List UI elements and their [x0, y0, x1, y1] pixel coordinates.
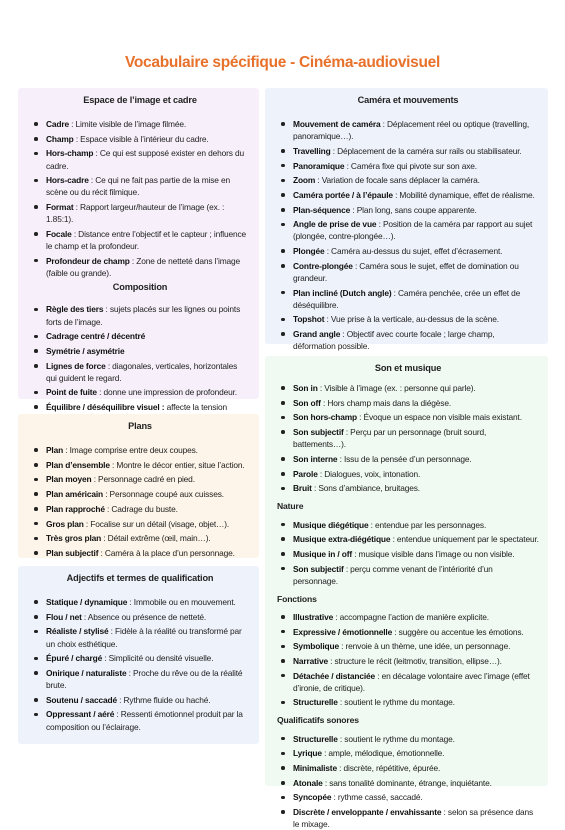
term-list [277, 611, 539, 709]
list-item [277, 328, 539, 352]
definition: : ample, mélodique, émotionnelle. [321, 748, 445, 759]
term: Musique in / off [293, 548, 353, 559]
list-item [277, 397, 539, 409]
term: Caméra portée / à l’épaule [293, 189, 393, 200]
list-item [277, 145, 539, 157]
term: Son off [293, 397, 321, 408]
list-item [30, 147, 250, 171]
list-item [277, 563, 539, 587]
list-item [30, 532, 250, 544]
definition: : rythme cassé, saccadé. [331, 792, 423, 803]
definition: : Dialogues, voix, intonation. [317, 468, 421, 479]
list-item [277, 118, 539, 142]
definition: : selon sa présence dans le mixage. [293, 807, 534, 830]
definition: : Position de la caméra par rapport au sujet (plongée, contre-plongée…). [293, 219, 533, 242]
list-item [30, 255, 250, 279]
term: Soutenu / saccadé [46, 694, 117, 705]
term: Structurelle [293, 733, 338, 744]
term: Plan subjectif [46, 547, 99, 558]
term: Mouvement de caméra [293, 119, 381, 130]
definition: : Plan long, sans coupe apparente. [350, 204, 477, 215]
definition: : Vue prise à la verticale, au-dessus de la scène. [324, 314, 499, 325]
term: Plan moyen [46, 474, 92, 485]
list-item [277, 640, 539, 652]
list-item [30, 625, 250, 649]
definition: : Personnage coupé aux cuisses. [103, 489, 224, 500]
list-item [30, 547, 250, 559]
list-item [277, 533, 539, 545]
term: Point de fuite [46, 387, 97, 398]
term: Hors-champ [46, 148, 94, 159]
list-item [277, 611, 539, 623]
list-item [277, 548, 539, 560]
list-item [277, 762, 539, 774]
list-item [30, 708, 250, 732]
term: Discrète / enveloppante / envahissante [293, 807, 442, 817]
definition: : Zone de netteté dans l’image (faible ou grande). [46, 255, 241, 278]
definition: : Immobile ou en mouvement. [127, 597, 236, 608]
list-item [277, 747, 539, 759]
definition: : Issu de la pensée d’un personnage. [337, 453, 472, 464]
term: Lyrique [293, 748, 322, 759]
term-list [30, 444, 250, 559]
term: Zoom [293, 175, 316, 186]
term: Musique extra-diégétique [293, 534, 391, 545]
term: Son interne [293, 453, 338, 464]
term: Contre-plongée [293, 260, 353, 271]
term: Oppressant / aéré [46, 709, 115, 720]
subsection-heading-qualificatifs: Qualificatifs sonores [277, 715, 359, 726]
section-heading: Adjectifs et termes de qualification [66, 573, 214, 583]
term: Onirique / naturaliste [46, 667, 127, 678]
term: Plan [46, 445, 64, 456]
term: Minimaliste [293, 762, 337, 773]
list-item [30, 228, 250, 252]
list-item [30, 596, 250, 608]
definition: : sans tonalité dominante, étrange, inquiétante. [322, 777, 492, 788]
list-item [30, 444, 250, 456]
definition: : Détail extrême (œil, main…). [101, 533, 211, 544]
definition: : Ce qui ne fait pas partie de la mise en scène ou du récit filmique. [46, 175, 230, 198]
term: Cadre [46, 119, 69, 130]
definition: : Proche du rêve ou de la réalité brute. [46, 667, 243, 691]
term: Parole [293, 468, 318, 479]
definition: : Ce qui est supposé exister en dehors du cadre. [46, 148, 244, 171]
list-item [30, 667, 250, 691]
section-heading: Caméra et mouvements [357, 95, 459, 105]
definition: : Objectif avec courte focale ; large champ, déformation possible. [293, 329, 495, 352]
list-item [30, 459, 250, 471]
list-item [277, 696, 539, 708]
list-item [30, 360, 250, 384]
subsection-heading: Composition [112, 282, 168, 293]
page-title: Vocabulaire spécifique - Cinéma-audiovisuel [125, 54, 440, 71]
list-item [277, 733, 539, 745]
definition: : Cadrage du buste. [104, 503, 178, 514]
term: Plan-séquence [293, 204, 351, 215]
term: Son subjectif [293, 563, 344, 574]
term: Topshot [293, 314, 325, 325]
definition: : Déplacement de la caméra sur rails ou stabilisateur. [330, 145, 522, 156]
definition: : entendue uniquement par le spectateur. [390, 534, 539, 545]
section-heading: Espace de l’image et cadre [83, 95, 197, 105]
definition: : Montre le décor entier, situe l’action. [109, 459, 245, 470]
term-list [277, 519, 539, 587]
list-item [277, 426, 539, 450]
term-list [30, 303, 250, 425]
term-list [277, 118, 539, 367]
definition: : renvoie à un thème, une idée, un personnage. [338, 641, 511, 652]
definition: : Limite visible de l’image filmée. [69, 119, 187, 130]
card-adjectifs-qualification [18, 566, 259, 744]
term: Syncopée [293, 792, 332, 803]
term: Symétrie / asymétrie [46, 345, 125, 356]
term: Cadrage centré / décentré [46, 331, 146, 342]
list-item [277, 626, 539, 638]
list-item [30, 330, 250, 342]
term: Musique diégétique [293, 519, 369, 530]
term: Narrative [293, 655, 328, 666]
list-item [277, 260, 539, 284]
list-item [277, 287, 539, 311]
list-item [277, 777, 539, 789]
definition: : diagonales, verticales, horizontales qui guident le regard. [46, 360, 238, 383]
list-item [277, 411, 539, 423]
term: Gros plan [46, 518, 84, 529]
list-item [277, 453, 539, 465]
list-item [277, 382, 539, 394]
card-plans [18, 414, 259, 558]
list-item [277, 670, 539, 694]
card-espace-image-cadre [18, 88, 259, 413]
term: Son hors-champ [293, 412, 357, 423]
list-item [30, 473, 250, 485]
definition: : donne une impression de profondeur. [96, 387, 237, 398]
definition: : Sons d’ambiance, bruitages. [311, 483, 420, 494]
list-item [30, 133, 250, 145]
subsection-heading-nature: Nature [277, 501, 304, 512]
list-item [30, 694, 250, 706]
list-item [30, 386, 250, 398]
definition: : sujets placés sur les lignes ou points forts de l’image. [46, 304, 241, 327]
definition: : Caméra au-dessus du sujet, effet d’écrasement. [324, 246, 503, 257]
definition: : Absence ou présence de netteté. [81, 611, 207, 622]
subsection-heading-fonctions: Fonctions [277, 593, 317, 604]
list-item [277, 160, 539, 172]
definition: : Mobilité dynamique, effet de réalisme. [392, 189, 535, 200]
definition: : Caméra à la place d’un personnage. [98, 547, 235, 558]
term: Règle des tiers [46, 304, 104, 315]
term: Très gros plan [46, 533, 102, 544]
definition: : Perçu par un personnage (bruit sourd, battements…). [293, 427, 487, 450]
term: Structurelle [293, 697, 338, 708]
list-item [277, 806, 539, 830]
definition: : Distance entre l’objectif et le capteur ; influence le champ et la profondeur. [46, 228, 247, 251]
list-item [30, 303, 250, 327]
definition: : Hors champ mais dans la diégèse. [320, 397, 452, 408]
list-item [30, 652, 250, 664]
term: Plan incliné (Dutch angle) [293, 287, 392, 298]
list-item [30, 518, 250, 530]
term: Réaliste / stylisé [46, 626, 109, 637]
definition: : Déplacement réel ou optique (travelling, panoramique…). [293, 119, 530, 142]
definition: : Espace visible à l’intérieur du cadre. [73, 133, 209, 144]
list-item [277, 189, 539, 201]
card-son-musique [265, 356, 548, 830]
definition: : Visible à l’image (ex. : personne qui parle). [317, 383, 476, 394]
term: Champ [46, 133, 74, 144]
definition: : structure le récit (leitmotiv, transition, ellipse…). [327, 655, 502, 666]
definition: : discrète, répétitive, épurée. [336, 762, 441, 773]
term: Illustrative [293, 611, 334, 622]
definition: : Ressenti émotionnel produit par la composition ou l’éclairage. [46, 709, 243, 732]
list-item [30, 345, 250, 357]
term: Épuré / chargé [46, 653, 103, 664]
term: Format [46, 202, 74, 213]
term: Lignes de force [46, 360, 106, 371]
term: Symbolique [293, 641, 339, 652]
definition: : Caméra penchée, crée un effet de déséquilibre. [293, 287, 521, 310]
list-item [277, 174, 539, 186]
definition: : Personnage cadré en pied. [91, 474, 195, 485]
list-item [277, 519, 539, 531]
term-list [30, 118, 250, 279]
list-item [277, 313, 539, 325]
term: Travelling [293, 145, 331, 156]
term: Expressive / émotionnelle [293, 626, 393, 637]
term: Flou / net [46, 611, 82, 622]
list-item [30, 488, 250, 500]
term: Hors-cadre [46, 175, 89, 186]
term: Plan américain [46, 489, 104, 500]
section-heading: Son et musique [374, 363, 442, 373]
definition: : soutient le rythme du montage. [337, 733, 455, 744]
list-item [277, 245, 539, 257]
definition: : Rythme fluide ou haché. [117, 694, 211, 705]
term: Grand angle [293, 329, 341, 340]
term: Bruit [293, 483, 312, 494]
definition: affecte la tension [166, 402, 228, 413]
definition: : suggère ou accentue les émotions. [392, 626, 524, 637]
term: Plongée [293, 246, 325, 257]
card-camera-mouvements [265, 88, 548, 352]
definition: : Rapport largeur/hauteur de l’image (ex. : 1.85:1). [46, 202, 225, 225]
list-item [30, 201, 250, 225]
section-heading: Plans [128, 421, 152, 431]
definition: : perçu comme venant de l’intériorité d’un personnage. [293, 563, 493, 586]
term: Statique / dynamique [46, 597, 128, 608]
list-item [30, 503, 250, 515]
term: Son in [293, 383, 318, 394]
definition: : Fidèle à la réalité ou transformé par un choix esthétique. [46, 626, 242, 649]
list-item [277, 468, 539, 480]
definition: : musique visible dans l’image ou non visible. [352, 548, 515, 559]
term: Détachée / distanciée [293, 670, 376, 681]
list-item [277, 482, 539, 494]
list-item [277, 218, 539, 242]
term: Son subjectif [293, 427, 344, 438]
term-list [277, 733, 539, 830]
definition: : Image comprise entre deux coupes. [63, 445, 198, 456]
definition: : accompagne l’action de manière explicite. [333, 611, 489, 622]
definition: : entendue par les personnages. [368, 519, 487, 530]
term-list [277, 382, 539, 494]
definition: : Caméra fixe qui pivote sur son axe. [344, 160, 477, 171]
definition: : Évoque un espace non visible mais existant. [356, 412, 522, 423]
term: Angle de prise de vue [293, 219, 377, 230]
term: Équilibre / déséquilibre visuel : [46, 402, 165, 413]
definition: : Focalise sur un détail (visage, objet…). [83, 518, 230, 529]
list-item [30, 118, 250, 130]
term: Plan rapproché [46, 503, 105, 514]
term: Focale [46, 228, 72, 239]
term: Atonale [293, 777, 323, 788]
list-item [30, 174, 250, 198]
definition: : soutient le rythme du montage. [337, 697, 455, 708]
term: Panoramique [293, 160, 345, 171]
list-item [277, 791, 539, 803]
term: Plan d’ensemble [46, 459, 110, 470]
list-item [277, 655, 539, 667]
definition: : en décalage volontaire avec l’image (effet d’ironie, de critique). [293, 670, 530, 693]
term-list [30, 596, 250, 733]
definition: : Simplicité ou densité visuelle. [102, 653, 214, 664]
list-item [30, 611, 250, 623]
term: Profondeur de champ [46, 255, 130, 266]
list-item [277, 204, 539, 216]
definition: : Caméra sous le sujet, effet de domination ou grandeur. [293, 260, 519, 283]
definition: : Variation de focale sans déplacer la caméra. [315, 175, 480, 186]
